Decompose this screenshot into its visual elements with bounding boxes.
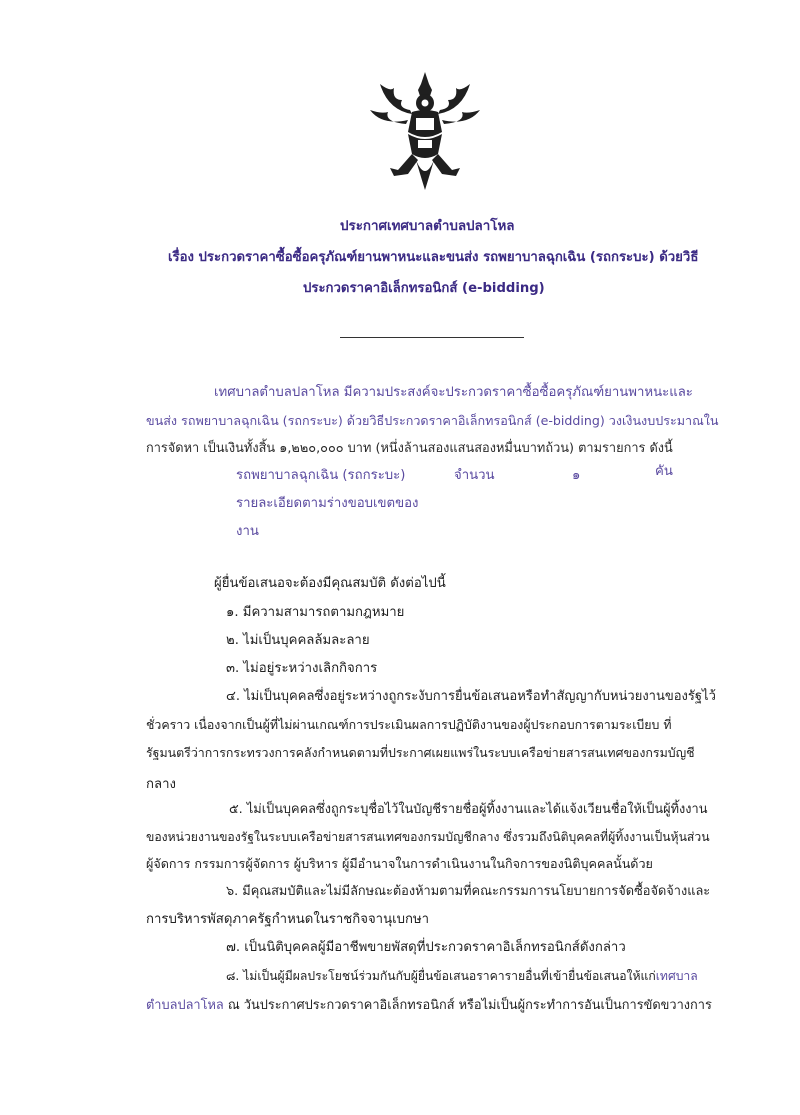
intro-line-3: การจัดหา เป็นเงินทั้งสิ้น ๑,๒๒๐,๐๐๐ บาท (หนึ่งล้านสองแสนสองหมื่นบาทถ้วน) ตามรายการ ดังนี้ [146, 441, 673, 456]
subject-label: เรื่อง [168, 250, 194, 265]
qualification-5-line-3: ผู้จัดการ กรรมการผู้จัดการ ผู้บริหาร ผู้มีอำนาจในการดำเนินงานในกิจการของนิติบุคคลนั้นด้วย [146, 856, 653, 871]
qualification-8-line-2 [146, 997, 712, 1015]
qualification-3: ๓. ไม่อยู่ระหว่างเลิกกิจการ [226, 661, 378, 676]
qualifications-heading: ผู้ยื่นข้อเสนอจะต้องมีคุณสมบัติ ดังต่อไปนี้ [214, 576, 446, 591]
item-unit: คัน [655, 464, 673, 479]
subject-text-1: ประกวดราคาซื้อซื้อครุภัณฑ์ยานพาหนะและขนส่ง รถพยาบาลฉุกเฉิน (รถกระบะ) ด้วยวิธี [198, 250, 699, 265]
qualification-4-line-3: รัฐมนตรีว่าการกระทรวงการคลังกำหนดตามที่ประกาศเผยแพร่ในระบบเครือข่ายสารสนเทศของกรมบัญชี [146, 745, 695, 760]
item-detail-line-1: รายละเอียดตามร่างขอบเขตของ [236, 496, 419, 511]
qualification-5-line-2: ของหน่วยงานของรัฐในระบบเครือข่ายสารสนเทศของกรมบัญชีกลาง ซึ่งรวมถึงนิติบุคคลที่ผู้ทิ้งงานเป็นหุ้นส่วน [146, 830, 710, 844]
qualification-8-text-d: ณ วันประกาศประกวดราคาอิเล็กทรอนิกส์ หรือไม่เป็นผู้กระทำการอันเป็นการขัดขวางการ [223, 998, 712, 1013]
subject-line-2: ประกวดราคาอิเล็กทรอนิกส์ (e-bidding) [303, 281, 545, 296]
intro-line-1: เทศบาลตำบลปลาโหล มีความประสงค์จะประกวดราคาซื้อซื้อครุภัณฑ์ยานพาหนะและ [214, 385, 693, 400]
qualification-7: ๗. เป็นนิติบุคคลผู้มีอาชีพขายพัสดุที่ประกวดราคาอิเล็กทรอนิกส์ดังกล่าว [226, 940, 626, 955]
intro-line-2: ขนส่ง รถพยาบาลฉุกเฉิน (รถกระบะ) ด้วยวิธีประกวดราคาอิเล็กทรอนิกส์ (e-bidding) วงเงินงบประมาณใน [146, 413, 719, 428]
qualification-4-line-4: กลาง [146, 777, 176, 792]
qualification-6-line-2: การบริหารพัสดุภาครัฐกำหนดในราชกิจจานุเบกษา [146, 912, 430, 927]
qualification-8-line-1 [226, 967, 698, 985]
item-detail-line-2: งาน [236, 524, 259, 539]
garuda-emblem-icon [368, 70, 483, 195]
qualification-1: ๑. มีความสามารถตามกฎหมาย [226, 605, 405, 620]
page-title: ประกาศเทศบาลตำบลปลาโหล [340, 219, 515, 234]
qualification-5-line-1: ๕. ไม่เป็นบุคคลซึ่งถูกระบุชื่อไว้ในบัญชีรายชื่อผู้ทิ้งงานและได้แจ้งเวียนชื่อให้เป็นผู้ทิ้งงาน [229, 802, 708, 817]
qualification-8-text-b: เทศบาล [655, 969, 698, 983]
item-name: รถพยาบาลฉุกเฉิน (รถกระบะ) [236, 468, 406, 483]
title-divider [340, 337, 524, 338]
qualification-8-text-a: ๘. ไม่เป็นผู้มีผลประโยชน์ร่วมกันกับผู้ยื่นข้อเสนอราคารายอื่นที่เข้ายื่นข้อเสนอให้แก่ [226, 969, 656, 983]
qualification-4-line-1: ๔. ไม่เป็นบุคคลซึ่งอยู่ระหว่างถูกระงับการยื่นข้อเสนอหรือทำสัญญากับหน่วยงานของรัฐไว้ [226, 689, 716, 704]
item-qty: ๑ [572, 468, 581, 483]
subject-line-1 [168, 249, 698, 267]
item-qty-label: จำนวน [454, 468, 495, 483]
qualification-4-line-2: ชั่วคราว เนื่องจากเป็นผู้ที่ไม่ผ่านเกณฑ์การประเมินผลการปฏิบัติงานของผู้ประกอบการตามระเบียบ ที่ [146, 717, 672, 732]
qualification-6-line-1: ๖. มีคุณสมบัติและไม่มีลักษณะต้องห้ามตามที่คณะกรรมการนโยบายการจัดซื้อจัดจ้างและ [226, 884, 711, 899]
qualification-2: ๒. ไม่เป็นบุคคลล้มละลาย [226, 633, 370, 648]
qualification-8-text-c: ตำบลปลาโหล [146, 998, 224, 1013]
